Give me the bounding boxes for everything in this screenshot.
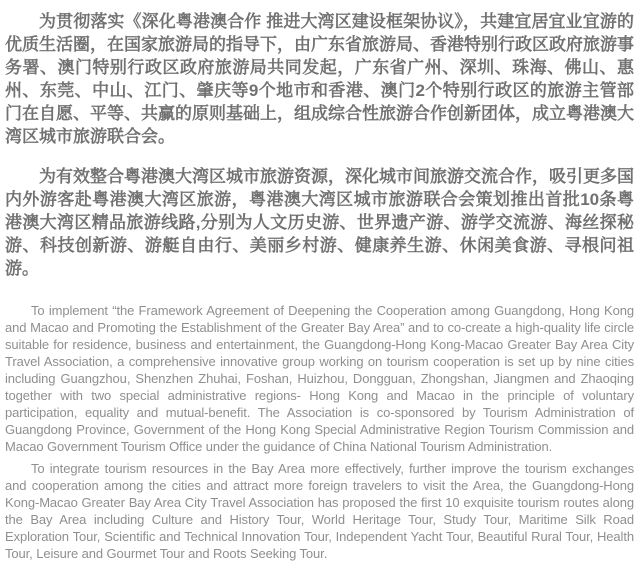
paragraph-chinese-2: 为有效整合粤港澳大湾区城市旅游资源，深化城市间旅游交流合作，吸引更多国内外游客赴粤港澳大湾区旅游，粤港澳大湾区城市旅游联合会策划推出首批10条粤港澳大湾区精品旅游线路,分别为人文历史游、世界遗产游、游学交流游、海丝探秘游、科技创新游、游艇自由行、美丽乡村游、健康养生游、休闲美食游、寻根问祖游。 <box>5 167 634 278</box>
paragraph-english-2: To integrate tourism resources in the Bay Area more effectively, further improve the tourism exchanges and cooperation among the cities and attract more foreign travelers to visit the Area, the Guangdong-Hong Kong-Macao Greater Bay Area City Travel Association has proposed the first 10 exquisite tourism routes along the Bay Area including Culture and History Tour, World Heritage Tour, Study Tour, Maritime Silk Road Exploration Tour, Scientific and Technical Innovation Tour, Independent Yacht Tour, Beautiful Rural Tour, Health Tour, Leisure and Gourmet Tour and Roots Seeking Tour. <box>5 461 634 561</box>
paragraph-chinese-1: 为贯彻落实《深化粤港澳合作 推进大湾区建设框架协议》，共建宜居宜业宜游的优质生活圈，在国家旅游局的指导下，由广东省旅游局、香港特别行政区政府旅游事务署、澳门特别行政区政府旅游局共同发起，广东省广州、深圳、珠海、佛山、惠州、东莞、中山、江门、肇庆等9个地市和香港、澳门2个特别行政区的旅游主管部门在自愿、平等、共赢的原则基础上，组成综合性旅游合作创新团体，成立粤港澳大湾区城市旅游联合会。 <box>5 12 634 146</box>
paragraph-english-1: To implement “the Framework Agreement of Deepening the Cooperation among Guangdong, Hong Kong and Macao and Promoting the Establishment of the Greater Bay Area” and to co-create a high-quality life circle suitable for residence, business and entertainment, the Guangdong-Hong Kong-Macao Greater Bay Area City Travel Association, a comprehensive innovative group working on tourism cooperation is set up by nine cities including Guangzhou, Shenzhen Zhuhai, Foshan, Huizhou, Dongguan, Zhongshan, Jiangmen and Zhaoqing together with two special administrative regions- Hong Kong and Macao in the principle of voluntary participation, equality and mutual-benefit. The Association is co-sponsored by Tourism Administration of Guangdong Province, Government of the Hong Kong Special Administrative Region Tourism Commission and Macao Government Tourism Office under the guidance of China National Tourism Administration. <box>5 303 634 454</box>
